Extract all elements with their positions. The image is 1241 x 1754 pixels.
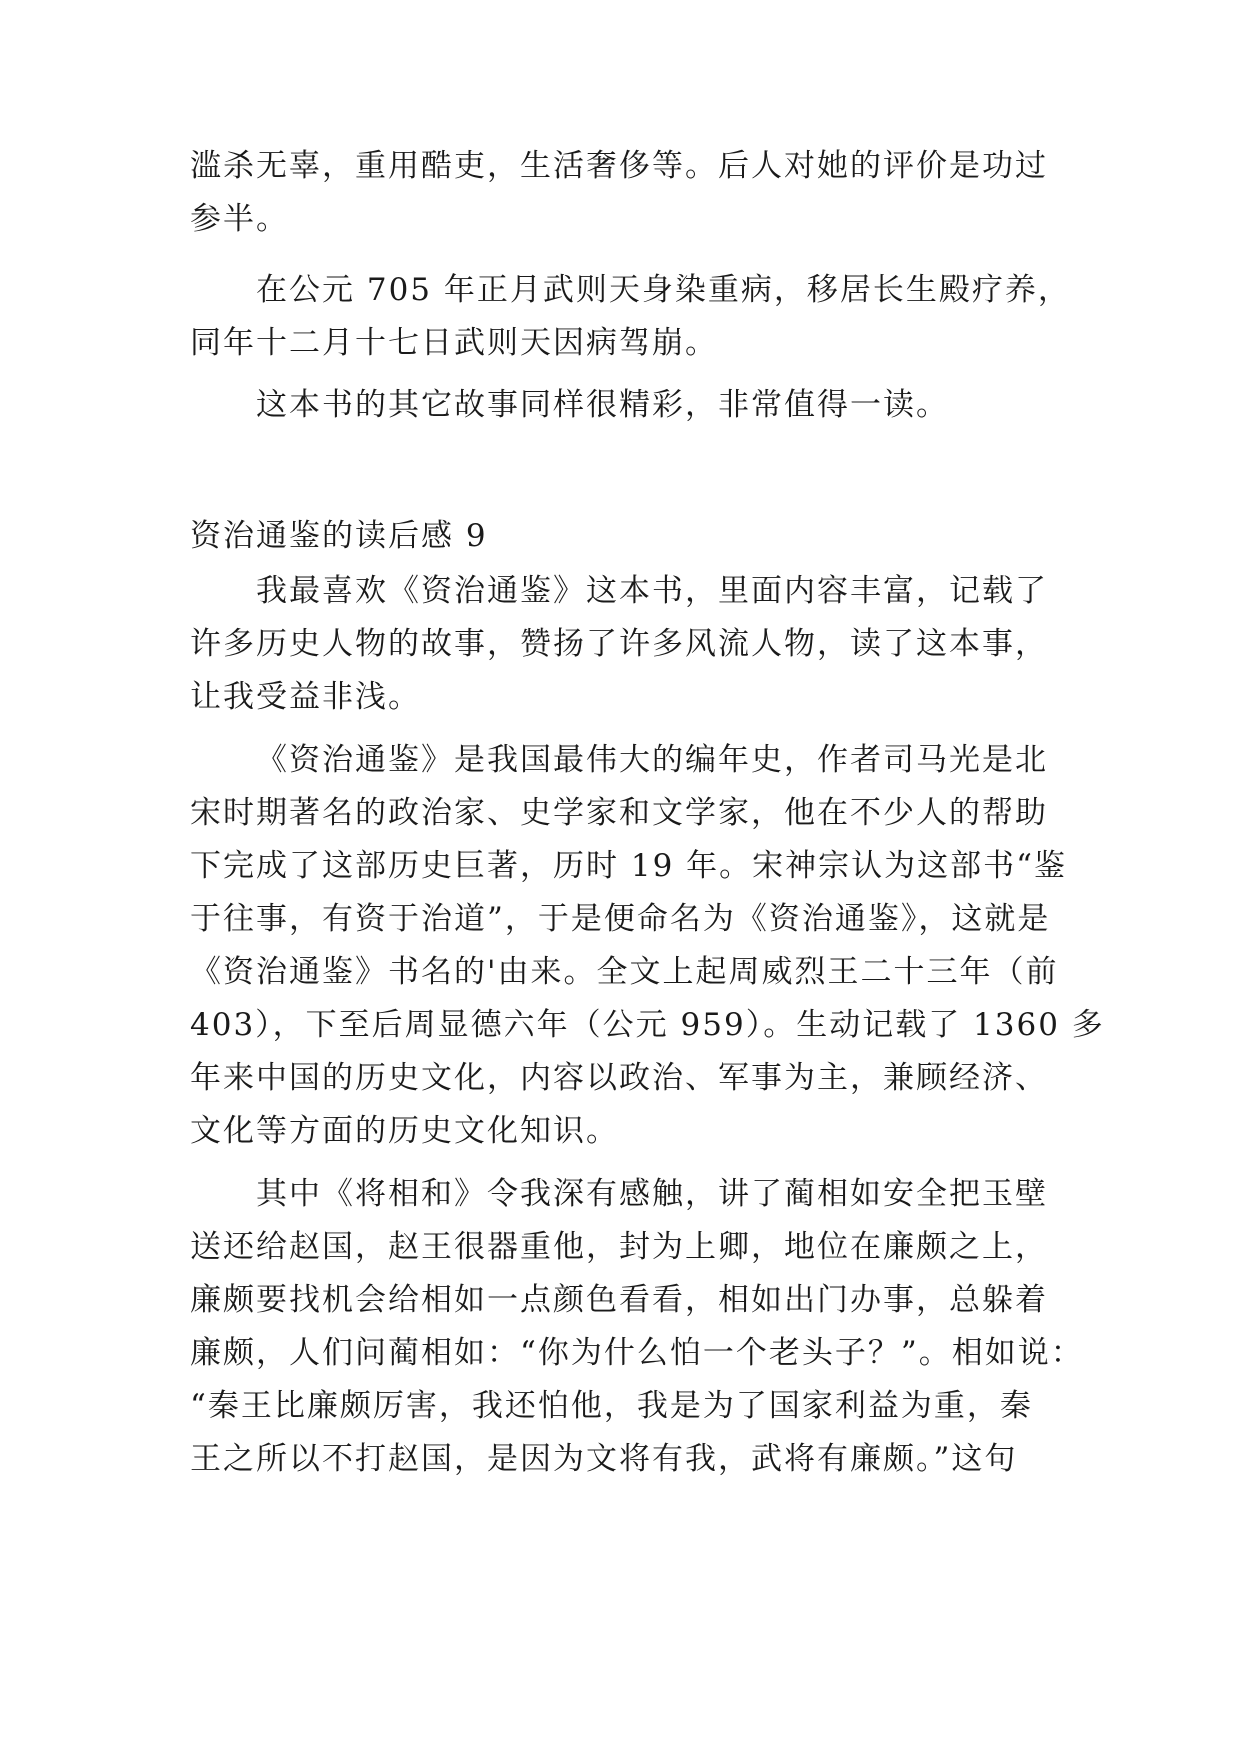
paragraph-line: 403），下至后周显德六年（公元 959）。生动记载了 1360 多 <box>190 1007 1105 1043</box>
section-title: 资治通鉴的读后感 9 <box>190 518 488 554</box>
paragraph-line: 这本书的其它故事同样很精彩，非常值得一读。 <box>256 387 949 423</box>
paragraph-line: “秦王比廉颇厉害，我还怕他，我是为了国家利益为重，秦 <box>190 1388 1033 1424</box>
paragraph-line: 宋时期著名的政治家、史学家和文学家，他在不少人的帮助 <box>190 795 1048 831</box>
paragraph-line: 廉颇要找机会给相如一点颜色看看，相如出门办事，总躲着 <box>190 1282 1048 1318</box>
paragraph-line: 让我受益非浅。 <box>190 679 421 715</box>
paragraph-line: 王之所以不打赵国，是因为文将有我，武将有廉颇。”这句 <box>190 1441 1018 1477</box>
paragraph-line: 我最喜欢《资治通鉴》这本书，里面内容丰富，记载了 <box>256 573 1048 609</box>
paragraph-line: 在公元 705 年正月武则天身染重病，移居长生殿疗养， <box>256 272 1071 308</box>
paragraph-line: 年来中国的历史文化，内容以政治、军事为主，兼顾经济、 <box>190 1060 1048 1096</box>
paragraph-line: 其中《将相和》令我深有感触，讲了蔺相如安全把玉壁 <box>256 1176 1048 1212</box>
section-body <box>190 565 1105 1486</box>
paragraph-line: 《资治通鉴》是我国最伟大的编年史，作者司马光是北 <box>256 742 1048 778</box>
paragraph-line: 于往事，有资于治道”，于是便命名为《资治通鉴》，这就是 <box>190 901 1051 937</box>
paragraph-line: 廉颇，人们问蔺相如：“你为什么怕一个老头子？”。相如说： <box>190 1335 1084 1371</box>
continuation-text <box>190 140 1070 432</box>
paragraph-line: 参半。 <box>190 201 289 237</box>
paragraph-line: 送还给赵国，赵王很器重他，封为上卿，地位在廉颇之上， <box>190 1229 1048 1265</box>
paragraph-line: 许多历史人物的故事，赞扬了许多风流人物，读了这本事， <box>190 626 1048 662</box>
paragraph-line: 同年十二月十七日武则天因病驾崩。 <box>190 325 718 361</box>
paragraph-line: 《资治通鉴》书名的'由来。全文上起周威烈王二十三年（前 <box>190 954 1059 990</box>
paragraph-line: 文化等方面的历史文化知识。 <box>190 1113 619 1149</box>
paragraph-line: 下完成了这部历史巨著，历时 19 年。宋神宗认为这部书“鉴 <box>190 848 1067 884</box>
section-heading <box>190 510 1070 563</box>
paragraph-line: 滥杀无辜，重用酷吏，生活奢侈等。后人对她的评价是功过 <box>190 148 1048 184</box>
